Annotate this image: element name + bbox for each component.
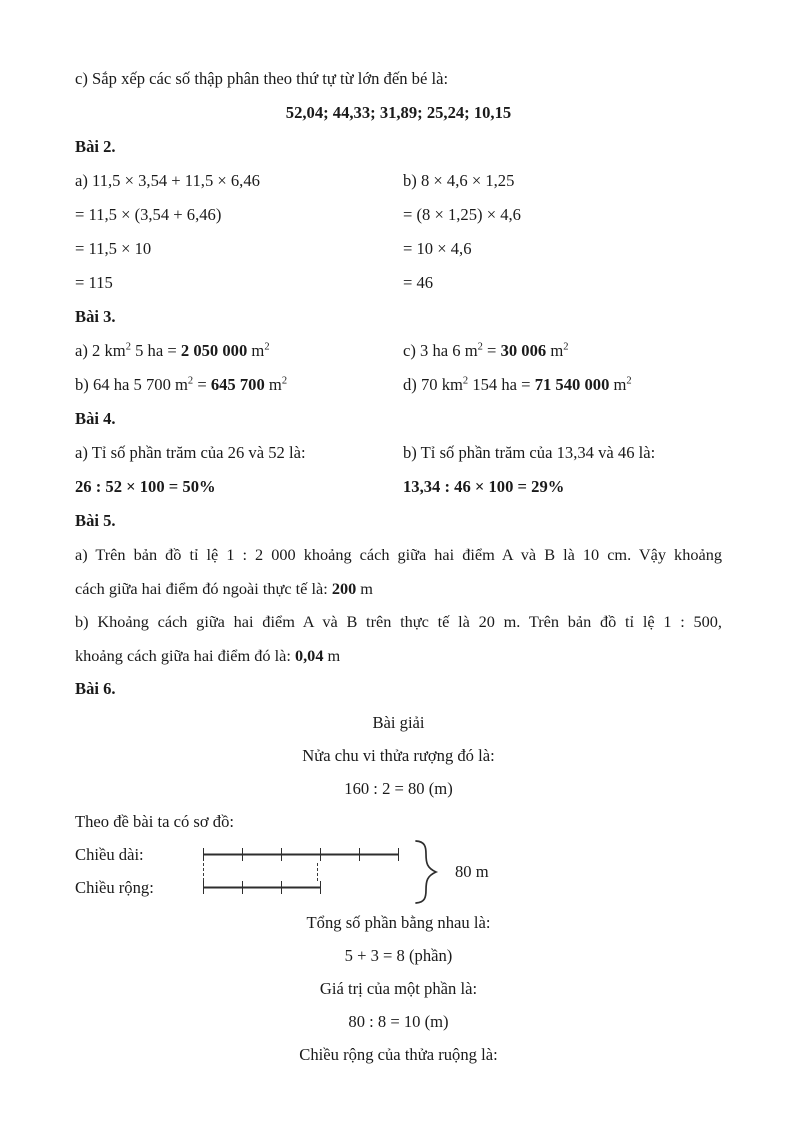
step4-label: Chiều rộng của thửa ruộng là: <box>299 1045 498 1064</box>
scheme-intro: Theo đề bài ta có sơ đồ: <box>75 812 234 831</box>
bai5-a-line2: cách giữa hai điểm đó ngoài thực tế là: 200 m <box>75 578 373 598</box>
bai4-question-a: a) Tỉ số phần trăm của 26 và 52 là: <box>75 443 306 462</box>
bai5-b-line1: b) Khoảng cách giữa hai điểm A và B trên thực tế là 20 m. Trên bản đồ tỉ lệ 1 : 500, <box>75 612 722 631</box>
length-bar <box>203 848 399 861</box>
bai2-row-2 <box>75 198 722 232</box>
bai5-a-line1: a) Trên bản đồ tỉ lệ 1 : 2 000 khoảng cách giữa hai điểm A và B là 10 cm. Vậy khoảng <box>75 545 722 564</box>
step2-calc: 5 + 3 = 8 (phần) <box>344 946 453 965</box>
bai2-b-step1: = (8 × 1,25) × 4,6 <box>403 205 521 224</box>
bai4-answer-b: 13,34 : 46 × 100 = 29% <box>403 477 565 496</box>
bai3-item-b: b) 64 ha 5 700 $m^2 = 645$ 700 $m^2$ <box>75 375 288 394</box>
dashed-connector-left <box>203 863 204 881</box>
bai2-row-1 <box>75 164 722 198</box>
bai3-item-a: a) 2 $km^2$ 5 ha = 2 050 000 $m^2$ <box>75 341 270 360</box>
bai3-row-2 <box>75 368 722 402</box>
bai3-row-1 <box>75 334 722 368</box>
bai2-heading: Bài 2. <box>75 137 116 156</box>
bai2-b-step2: = 10 × 4,6 <box>403 239 472 258</box>
bai2-row-4 <box>75 266 722 300</box>
bai3-item-c: c) 3 ha 6 $m^2 = 30$ 006 $m^2$ <box>403 341 569 360</box>
brace-value: 80 m <box>455 862 489 881</box>
bai2-a-expr: a) 11,5 × 3,54 + 11,5 × 6,46 <box>75 171 260 190</box>
bai2-b-result: = 46 <box>403 273 434 292</box>
bai2-b-expr: b) 8 × 4,6 × 1,25 <box>403 171 515 190</box>
brace-icon <box>413 839 439 905</box>
bai4-questions <box>75 436 722 470</box>
step1-calc: 160 : 2 = 80 (m) <box>344 779 453 798</box>
step1-label: Nửa chu vi thửa rượng đó là: <box>302 746 495 765</box>
width-label: Chiều rộng: <box>75 878 154 897</box>
bai4-answers <box>75 470 722 504</box>
bai2-a-step2: = 11,5 × 10 <box>75 239 152 258</box>
bai4-heading: Bài 4. <box>75 409 116 428</box>
length-label: Chiều dài: <box>75 845 144 864</box>
bai4-question-b: b) Tỉ số phần trăm của 13,34 và 46 là: <box>403 443 656 462</box>
bai2-a-step1: = 11,5 × (3,54 + 6,46) <box>75 205 222 224</box>
sorted-numbers: 52,04; 44,33; 31,89; 25,24; 10,15 <box>285 103 512 122</box>
solution-title: Bài giải <box>372 713 425 732</box>
step3-label: Giá trị của một phần là: <box>319 979 478 998</box>
step3-calc: 80 : 8 = 10 (m) <box>348 1012 449 1031</box>
bai3-item-d: d) 70 $km^2$ 154 ha = 71 540 000 $m^2$ <box>403 375 632 394</box>
bai5-heading: Bài 5. <box>75 511 116 530</box>
bai2-a-result: = 115 <box>75 273 113 292</box>
ratio-diagram <box>75 838 722 906</box>
bai4-answer-a: 26 : 52 × 100 = 50% <box>75 477 216 496</box>
bai3-heading: Bài 3. <box>75 307 116 326</box>
step2-label: Tổng số phần bằng nhau là: <box>306 913 491 932</box>
bai5-b-line2: khoảng cách giữa hai điểm đó là: 0,04 m <box>75 645 341 665</box>
bai2-row-3 <box>75 232 722 266</box>
width-bar <box>203 881 321 894</box>
dashed-connector-right <box>317 863 318 881</box>
sort-question: c) Sắp xếp các số thập phân theo thứ tự từ lớn đến bé là: <box>75 69 449 88</box>
bai6-heading: Bài 6. <box>75 679 116 698</box>
